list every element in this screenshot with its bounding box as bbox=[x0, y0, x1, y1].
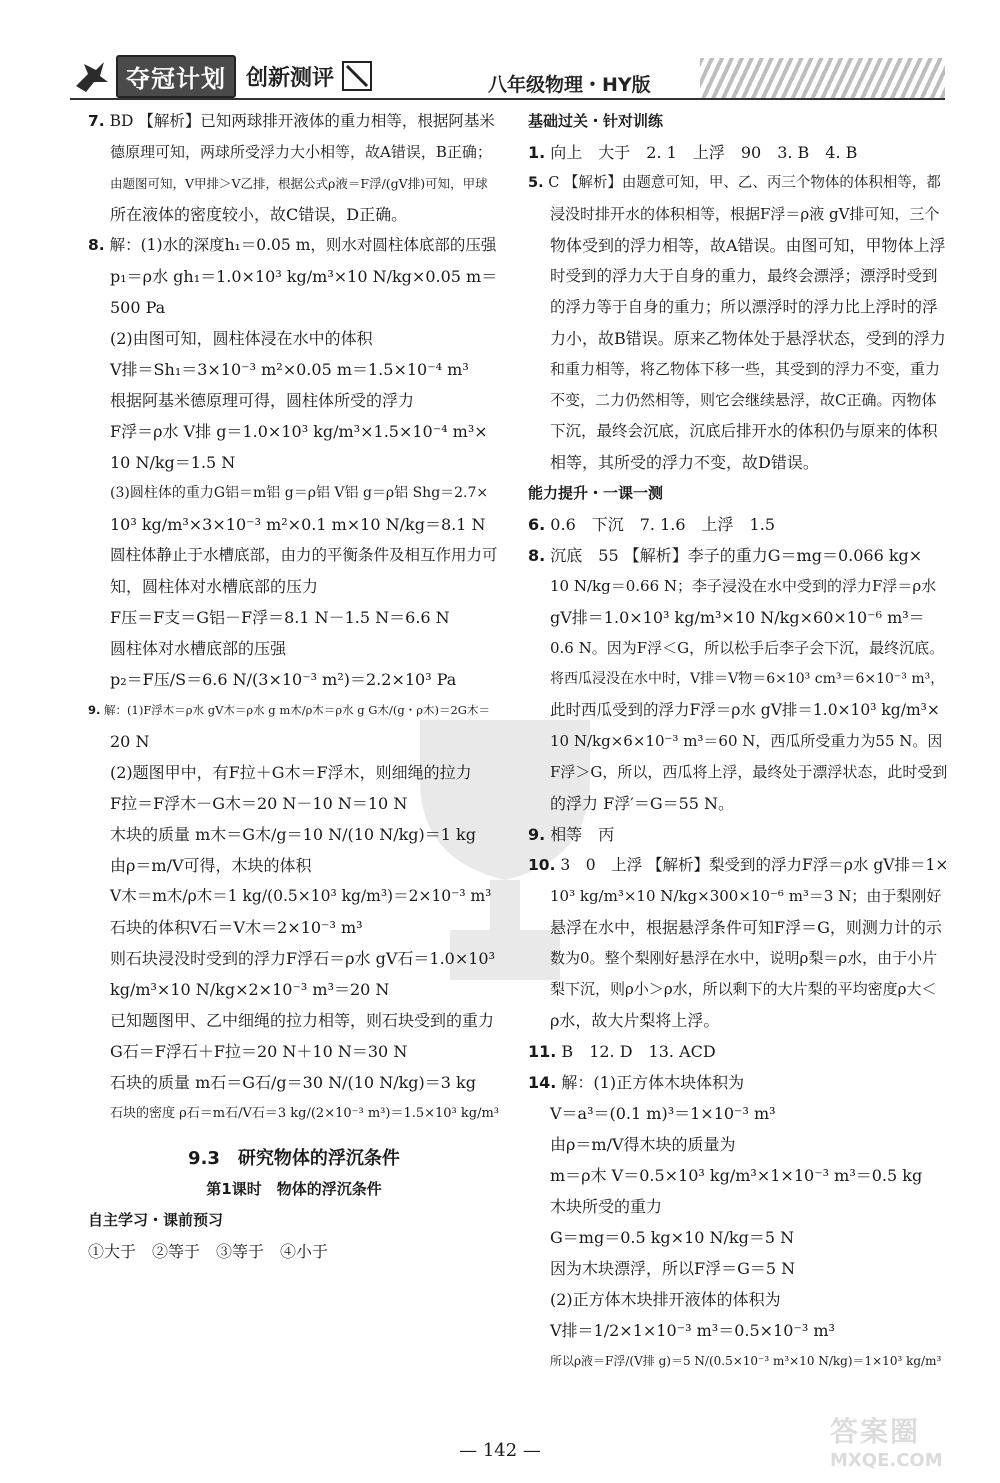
answer-text: 已知题图甲、乙中细绳的拉力相等，则石块受到的重力 bbox=[110, 1011, 495, 1030]
answer-line bbox=[528, 1067, 948, 1098]
answer-text: F浮＞G，所以，西瓜将上浮，最终处于漂浮状态，此时受到 bbox=[550, 763, 948, 781]
answer-text: 10 N/kg＝0.66 N；李子浸没在水中受到的浮力F浮＝ρ水 bbox=[550, 577, 937, 595]
answer-continuation bbox=[528, 757, 948, 788]
answer-line bbox=[528, 1036, 948, 1067]
answer-continuation bbox=[528, 726, 948, 757]
answer-text: V排＝Sh₁＝3×10⁻³ m²×0.05 m＝1.5×10⁻⁴ m³ bbox=[110, 360, 469, 379]
answer-continuation bbox=[88, 664, 500, 695]
answer-continuation bbox=[528, 695, 948, 726]
answer-text: F压＝F支＝G铝－F浮＝8.1 N－1.5 N＝6.6 N bbox=[110, 608, 450, 627]
answer-text: G石＝F浮石＋F拉＝20 N＋10 N＝30 N bbox=[110, 1042, 408, 1061]
answer-text: 知，圆柱体对水槽底部的压力 bbox=[110, 577, 319, 596]
answer-continuation bbox=[528, 1191, 948, 1222]
answer-continuation bbox=[88, 788, 500, 819]
answer-text: 此时西瓜受到的浮力F浮＝ρ水 gV排＝1.0×10³ kg/m³× bbox=[550, 701, 940, 719]
answer-text: 因为木块漂浮，所以F浮＝G＝5 N bbox=[550, 1259, 796, 1278]
corner-watermark bbox=[830, 1410, 990, 1480]
answer-text: 相等，其所受的浮力不变，故D错误。 bbox=[550, 453, 819, 472]
series-title: 创新测评 bbox=[246, 65, 335, 91]
answer-continuation bbox=[528, 199, 948, 230]
answer-continuation bbox=[88, 726, 500, 757]
answer-continuation bbox=[88, 509, 500, 540]
answer-continuation bbox=[528, 664, 948, 695]
answer-continuation bbox=[88, 974, 500, 1005]
logo-text: 夺冠计划 bbox=[116, 55, 236, 98]
answer-line bbox=[88, 106, 500, 137]
right-column bbox=[528, 106, 948, 1377]
answer-continuation bbox=[88, 416, 500, 447]
question-number: 7. bbox=[88, 112, 105, 130]
answer-text: 所在液体的密度较小，故C错误，D正确。 bbox=[110, 205, 408, 224]
answer-text: 下沉，最终会沉底，沉底后排开水的体积仍与原来的体积 bbox=[550, 422, 938, 440]
answer-continuation bbox=[528, 1253, 948, 1284]
answer-text: 根据阿基米德原理可得，圆柱体所受的浮力 bbox=[110, 391, 415, 410]
page-number: — 142 — bbox=[459, 1440, 541, 1461]
answer-text: 的浮力等于自身的重力；所以漂浮时的浮力比上浮时的浮 bbox=[550, 298, 938, 316]
answer-continuation bbox=[88, 602, 500, 633]
answer-continuation bbox=[88, 447, 500, 478]
answer-text: 沉底 55 【解析】李子的重力G＝mg＝0.066 kg× bbox=[545, 546, 923, 565]
answer-text: (3)圆柱体的重力G铝＝m铝 g＝ρ铝 V铝 g＝ρ铝 Shg＝2.7× bbox=[110, 485, 489, 501]
header-divider bbox=[70, 98, 945, 100]
answer-continuation bbox=[528, 1160, 948, 1191]
question-number: 6. bbox=[528, 515, 546, 534]
answer-line bbox=[528, 137, 948, 168]
answer-continuation bbox=[528, 1284, 948, 1315]
question-number: 9. bbox=[88, 703, 101, 717]
answer-continuation bbox=[528, 354, 948, 385]
answer-continuation bbox=[88, 323, 500, 354]
answer-continuation bbox=[88, 385, 500, 416]
answer-continuation bbox=[88, 881, 500, 912]
answer-continuation bbox=[88, 633, 500, 664]
answer-text: F拉＝F浮木－G木＝20 N－10 N＝10 N bbox=[110, 794, 408, 813]
answer-text: C 【解析】由题意可知，甲、乙、丙三个物体的体积相等，都 bbox=[543, 175, 941, 191]
answer-continuation bbox=[528, 974, 948, 1005]
answer-line bbox=[88, 695, 500, 726]
answer-text: 数为0。整个梨刚好悬浮在水中，说明ρ梨＝ρ水，由于小片 bbox=[550, 949, 938, 967]
answer-text: 石块的质量 m石＝G石/g＝30 N/(10 N/kg)＝3 kg bbox=[110, 1073, 476, 1092]
question-number: 10. bbox=[528, 856, 556, 874]
brand-logo bbox=[70, 58, 372, 94]
section-title: 9.3 研究物体的浮沉条件 bbox=[188, 1148, 400, 1169]
answer-continuation bbox=[88, 1067, 500, 1098]
answer-text: 时受到的浮力大于自身的重力，最终会漂浮；漂浮时受到 bbox=[550, 267, 938, 285]
watermark-url: MXQE.COM bbox=[830, 1450, 943, 1471]
answer-text: 500 Pa bbox=[110, 298, 166, 317]
square-slash-icon bbox=[342, 61, 372, 91]
answer-continuation bbox=[88, 540, 500, 571]
answer-text: 的浮力 F浮′＝G＝55 N。 bbox=[550, 794, 735, 813]
answer-text: 木块的质量 m木＝G木/g＝10 N/(10 N/kg)＝1 kg bbox=[110, 825, 476, 844]
header-stripe-decoration bbox=[700, 58, 945, 98]
answer-text: 相等 丙 bbox=[545, 825, 615, 844]
question-number: 11. bbox=[528, 1042, 557, 1061]
answer-text: 和重力相等，将乙物体下移一些，其受到的浮力不变，重力 bbox=[550, 360, 941, 378]
answer-continuation bbox=[88, 354, 500, 385]
answer-text: 10 N/kg×6×10⁻³ m³＝60 N，西瓜所受重力为55 N。因 bbox=[550, 732, 943, 750]
answer-text: m＝ρ木 V＝0.5×10³ kg/m³×1×10⁻³ m³＝0.5 kg bbox=[550, 1166, 923, 1185]
answer-continuation bbox=[88, 1005, 500, 1036]
answer-text: 解：(1)水的深度h₁＝0.05 m，则水对圆柱体底部的压强 bbox=[104, 236, 497, 254]
answer-continuation bbox=[88, 571, 500, 602]
answer-text: BD 【解析】已知两球排开液体的重力相等，根据阿基米 bbox=[104, 112, 495, 130]
answer-text: 不变，二力仍然相等，则它会继续悬浮，故C正确。丙物体 bbox=[550, 391, 937, 409]
answer-continuation bbox=[528, 912, 948, 943]
answer-text: (2)正方体木块排开液体的体积为 bbox=[550, 1290, 781, 1309]
answer-text: 圆柱体静止于水槽底部，由力的平衡条件及相互作用力可 bbox=[110, 546, 498, 564]
answer-continuation bbox=[528, 1222, 948, 1253]
answer-text: 10³ kg/m³×10 N/kg×300×10⁻⁶ m³＝3 N；由于梨刚好 bbox=[550, 887, 942, 905]
answer-text: 浸没时排开水的体积相等，根据F浮＝ρ液 gV排可知，三个 bbox=[550, 205, 940, 223]
question-number: 8. bbox=[528, 546, 546, 565]
answer-text: G＝mg＝0.5 kg×10 N/kg＝5 N bbox=[550, 1228, 795, 1247]
answer-text: V＝a³＝(0.1 m)³＝1×10⁻³ m³ bbox=[550, 1104, 776, 1123]
left-column bbox=[88, 106, 500, 1267]
answer-text: 圆柱体对水槽底部的压强 bbox=[110, 639, 287, 658]
answer-text: 物体受到的浮力相等，故A错误。由图可知，甲物体上浮 bbox=[550, 236, 946, 255]
answer-continuation bbox=[528, 416, 948, 447]
answer-continuation bbox=[528, 633, 948, 664]
answer-continuation bbox=[528, 385, 948, 416]
answer-line bbox=[528, 168, 948, 199]
answer-continuation bbox=[528, 881, 948, 912]
answer-continuation bbox=[88, 850, 500, 881]
answer-continuation bbox=[88, 292, 500, 323]
answer-continuation bbox=[528, 788, 948, 819]
lesson-title: 第1课时 物体的浮沉条件 bbox=[206, 1180, 382, 1198]
answer-text: 10 N/kg＝1.5 N bbox=[110, 453, 236, 472]
answer-text: 将西瓜浸没在水中时，V排＝V物＝6×10³ cm³＝6×10⁻³ m³， bbox=[550, 671, 945, 687]
answer-continuation bbox=[88, 137, 500, 168]
question-number: 9. bbox=[528, 825, 546, 844]
answer-continuation bbox=[88, 261, 500, 292]
answer-text: 则石块浸没时受到的浮力F浮石＝ρ水 gV石＝1.0×10³ bbox=[110, 949, 496, 968]
answer-text: 梨下沉，则ρ小＞ρ水，所以剩下的大片梨的平均密度ρ大＜ bbox=[550, 980, 937, 998]
answer-continuation bbox=[528, 1098, 948, 1129]
answer-text: 力小，故B错误。原来乙物体处于悬浮状态，受到的浮力 bbox=[550, 329, 946, 348]
answer-continuation bbox=[88, 912, 500, 943]
answer-continuation bbox=[88, 1036, 500, 1067]
answer-text: V木＝m木/ρ木＝1 kg/(0.5×10³ kg/m³)＝2×10⁻³ m³ bbox=[110, 887, 492, 905]
watermark-text: 答案圈 bbox=[830, 1415, 921, 1448]
runner-logo-icon bbox=[70, 56, 110, 96]
answer-text: 石块的体积V石＝V木＝2×10⁻³ m³ bbox=[110, 918, 363, 937]
answer-continuation bbox=[88, 1098, 500, 1129]
answer-continuation bbox=[528, 1346, 948, 1377]
answer-text: gV排＝1.0×10³ kg/m³×10 N/kg×60×10⁻⁶ m³＝ bbox=[550, 608, 925, 627]
answer-line bbox=[528, 850, 948, 881]
answer-continuation bbox=[88, 168, 500, 199]
answer-continuation bbox=[88, 757, 500, 788]
answer-text: 0.6 N。因为F浮＜G，所以松手后李子会下沉，最终沉底。 bbox=[550, 639, 945, 657]
answer-text: ρ水，故大片梨将上浮。 bbox=[550, 1011, 720, 1030]
answer-text: F浮＝ρ水 V排 g＝1.0×10³ kg/m³×1.5×10⁻⁴ m³× bbox=[110, 422, 488, 441]
answer-text: 德原理可知，两球所受浮力大小相等，故A错误，B正确； bbox=[110, 143, 492, 161]
answer-continuation bbox=[528, 571, 948, 602]
answer-continuation bbox=[528, 230, 948, 261]
answer-text: (2)由图可知，圆柱体浸在水中的体积 bbox=[110, 329, 373, 348]
answer-continuation bbox=[88, 199, 500, 230]
answer-line bbox=[528, 540, 948, 571]
question-number: 1. bbox=[528, 143, 546, 162]
section-heading: 自主学习・课前预习 bbox=[88, 1211, 224, 1229]
answer-text: 向上 大于 2. 1 上浮 90 3. B 4. B bbox=[545, 143, 858, 162]
answer-continuation bbox=[528, 447, 948, 478]
answer-continuation bbox=[88, 819, 500, 850]
answer-text: 石块的密度 ρ石＝m石/V石＝3 kg/(2×10⁻³ m³)＝1.5×10³ kg/m³ bbox=[110, 1106, 500, 1121]
answer-text: (2)题图甲中，有F拉＋G木＝F浮木，则细绳的拉力 bbox=[110, 763, 472, 782]
answer-text: 由题图可知，V甲排＞V乙排，根据公式ρ液＝F浮/(gV排)可知，甲球 bbox=[110, 176, 488, 191]
answer-text: B 12. D 13. ACD bbox=[556, 1042, 716, 1061]
question-number: 14. bbox=[528, 1073, 557, 1092]
answer-continuation bbox=[528, 1129, 948, 1160]
answer-text: 20 N bbox=[110, 732, 150, 751]
answer-text: 解：(1)正方体木块体积为 bbox=[556, 1073, 745, 1092]
section-heading: 基础过关・针对训练 bbox=[528, 112, 664, 130]
answer-text: kg/m³×10 N/kg×2×10⁻³ m³＝20 N bbox=[110, 980, 390, 999]
answer-text: p₁＝ρ水 gh₁＝1.0×10³ kg/m³×10 N/kg×0.05 m＝ bbox=[110, 267, 498, 286]
answer-line bbox=[88, 230, 500, 261]
edition-label: 八年级物理・HY版 bbox=[488, 74, 651, 96]
answer-text: 10³ kg/m³×3×10⁻³ m²×0.1 m×10 N/kg＝8.1 N bbox=[110, 515, 486, 534]
answer-continuation bbox=[528, 261, 948, 292]
answer-continuation bbox=[528, 943, 948, 974]
answer-text: 所以ρ液＝F浮/(V排 g)＝5 N/(0.5×10⁻³ m³×10 N/kg)＝1×10³ kg/m³ bbox=[550, 1354, 942, 1368]
answer-text: 解：(1)F浮木＝ρ水 gV木＝ρ水 g m木/ρ木＝ρ水 g G木/(g・ρ木)＝2G木＝ bbox=[100, 703, 490, 717]
answer-line bbox=[528, 509, 948, 540]
answer-text: 3 0 上浮 【解析】梨受到的浮力F浮＝ρ水 gV排＝1× bbox=[555, 856, 949, 874]
answer-text: 由ρ＝m/V得木块的质量为 bbox=[550, 1135, 736, 1154]
page-header bbox=[0, 0, 1000, 108]
answer-continuation bbox=[528, 1315, 948, 1346]
preview-answers: ①大于 ②等于 ③等于 ④小于 bbox=[88, 1242, 329, 1261]
answer-line bbox=[528, 819, 948, 850]
answer-text: 由ρ＝m/V可得，木块的体积 bbox=[110, 856, 312, 875]
spacer bbox=[88, 1129, 500, 1143]
answer-continuation bbox=[528, 602, 948, 633]
question-number: 5. bbox=[528, 175, 544, 191]
question-number: 8. bbox=[88, 236, 105, 254]
answer-text: 木块所受的重力 bbox=[550, 1197, 663, 1216]
answer-continuation bbox=[88, 478, 500, 509]
answer-text: 0.6 下沉 7. 1.6 上浮 1.5 bbox=[545, 515, 775, 534]
answer-text: 悬浮在水中，根据悬浮条件可知F浮＝G，则测力计的示 bbox=[550, 918, 942, 937]
section-heading: 能力提升・一课一测 bbox=[528, 484, 664, 502]
answer-continuation bbox=[528, 1005, 948, 1036]
answer-continuation bbox=[528, 292, 948, 323]
answer-text: p₂＝F压/S＝6.6 N/(3×10⁻³ m²)＝2.2×10³ Pa bbox=[110, 670, 457, 689]
answer-continuation bbox=[528, 323, 948, 354]
answer-continuation bbox=[88, 943, 500, 974]
answer-text: V排＝1/2×1×10⁻³ m³＝0.5×10⁻³ m³ bbox=[550, 1321, 835, 1340]
